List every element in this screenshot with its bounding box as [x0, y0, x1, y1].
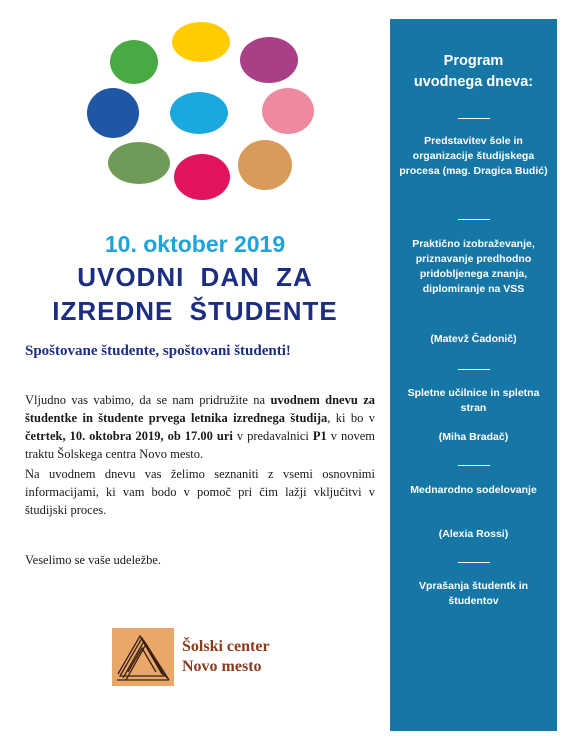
closing-line: Veselimo se vaše udeležbe.	[25, 553, 162, 567]
olive-green-dot	[108, 142, 170, 184]
school-logo	[112, 628, 292, 688]
program-item-speaker-bradac: (Miha Bradač)	[438, 431, 509, 443]
program-sidebar	[390, 19, 557, 731]
p1-text-g: v novem traktu Šolskega centra Novo mesto.	[25, 429, 375, 461]
p1-text-c: , ki bo v	[327, 411, 375, 425]
p1-text-a: Vljudno vas vabimo, da se nam pridružite na	[25, 393, 271, 407]
program-item-speaker-cadonic: (Matevž Čadonič)	[430, 333, 517, 345]
title-line-1: UVODNI DAN ZA	[77, 262, 313, 292]
sidebar-title-line-1: Program	[443, 53, 504, 69]
separator	[458, 219, 490, 220]
p1-emphasis-event: uvodnem dnevu za študentke in študente prvega letnika izrednega študija	[25, 393, 375, 425]
greeting: Spoštovane študente, spoštovani študenti!	[25, 343, 291, 359]
p1-emphasis-room: P1	[312, 429, 327, 443]
separator	[458, 369, 490, 370]
yellow-dot	[172, 22, 230, 62]
separator	[458, 465, 490, 466]
green-dot	[110, 40, 158, 84]
stacked-pages-icon	[112, 628, 174, 686]
dark-blue-dot	[87, 88, 139, 138]
event-date: 10. oktober 2019	[104, 231, 286, 257]
program-item-practical-education: Praktično izobraževanje, priznavanje predhodno pridobljenega znanja, diplomiranje na VSS	[412, 238, 535, 295]
school-logo-text	[182, 637, 270, 677]
school-logo-emblem	[112, 628, 174, 686]
sidebar-title	[390, 51, 557, 93]
school-logo-line-1: Šolski center	[182, 638, 270, 655]
school-logo-line-2: Novo mesto	[182, 658, 262, 675]
sidebar-title-line-2: uvodnega dneva:	[413, 74, 534, 90]
purple-dot	[240, 37, 298, 83]
p1-emphasis-datetime: četrtek, 10. oktobra 2019, ob 17.00 uri	[25, 429, 233, 443]
program-item-questions: Vprašanja študentk in študentov	[418, 580, 529, 607]
tan-dot	[238, 140, 292, 190]
pink-dot	[262, 88, 314, 134]
p1-text-e: v predavalnici	[232, 429, 313, 443]
invitation-paragraph	[25, 391, 375, 463]
program-item-international: Mednarodno sodelovanje	[410, 484, 537, 496]
program-item-speaker-rossi: (Alexia Rossi)	[438, 528, 509, 540]
colored-dots-logo	[0, 0, 390, 225]
separator	[458, 562, 490, 563]
info-paragraph: Na uvodnem dnevu vas želimo seznaniti z vsemi osnovnimi informacijami, ki vam bodo v pomoč pri čim lažji vključitvi v študijski proces.	[25, 467, 375, 517]
program-item-online-classrooms: Spletne učilnice in spletna stran	[407, 387, 540, 414]
separator	[458, 118, 490, 119]
program-item-school-presentation: Predstavitev šole in organizacije študijskega procesa (mag. Dragica Budić)	[399, 135, 548, 177]
crimson-dot	[174, 154, 230, 200]
light-blue-dot	[170, 92, 228, 134]
title-line-2: IZREDNE ŠTUDENTE	[52, 296, 338, 326]
